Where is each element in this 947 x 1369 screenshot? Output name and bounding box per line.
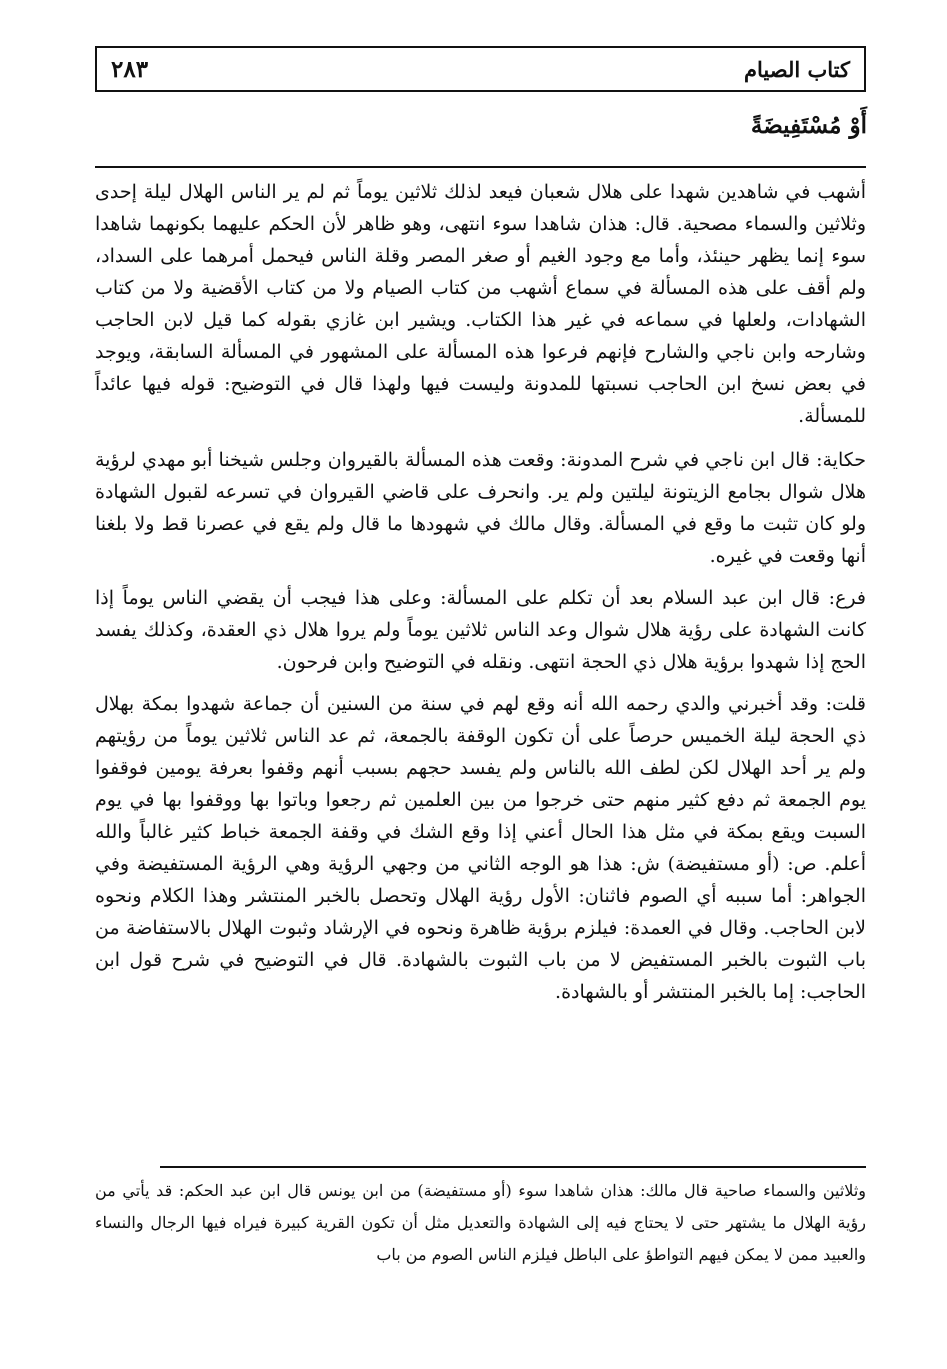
paragraph-4: قلت: وقد أخبرني والدي رحمه الله أنه وقع لهم في سنة من السنين أن جماعة شهدوا بمكة بهلال ذي الحجة ليلة الخميس حرصاً على أن تكون الوقفة بالجمعة، ثم عد الناس ثلاثين يوماً من رؤيتهم ولم ير أحد الهلال لكن لطف الله بالناس ولم يفسد حجهم بسبب أنهم وقفوا بعرفة يومين فوقفوا يوم الجمعة ثم دفع كثير منهم حتى خرجوا من بين العلمين ثم رجعوا وباتوا بها ووقفوا بها في يوم السبت ويقع بمكة في مثل هذا الحال أعني إذا وقع الشك في وقفة الجمعة خباط كثير غالباً والله أعلم. ص: (أو مستفيضة) ش: هذا هو الوجه الثاني من وجهي الرؤية وهي الرؤية المستفيضة وفي الجواهر: أما سببه أي الصوم فاثنان: الأول رؤية الهلال وتحصل بالخبر المنتشر وهذا الكلام ونحوه لابن الحاجب. وقال في العمدة: فيلزم برؤية ظاهرة ونحوه في الإرشاد وثبوت الهلال بالاستفاضة من باب الثبوت بالخبر المستفيض لا من باب الثبوت بالشهادة. قال في التوضيح في شرح قول ابن الحاجب: إما بالخبر المنتشر أو بالشهادة.: [95, 693, 867, 1003]
paragraph-1: أشهب في شاهدين شهدا على هلال شعبان فيعد لذلك ثلاثين يوماً ثم لم ير الناس الهلال ليلة إحدى وثلاثين والسماء مصحية. قال: هذان شاهدا سوء انتهى، وهو ظاهر لأن الحكم عليهما بكونهما شاهدا سوء إنما يظهر حينئذ، وأما مع وجود الغيم أو صغر المصر وقلة الناس فيحمل أمرهما على السداد، ولم أقف على هذه المسألة في سماع أشهب من كتاب الصيام ولا من كتاب الأقضية ولا من كتاب الشهادات، ولعلها في سماعه في غير هذا الكتاب. ويشير ابن غازي بقوله كما قيل لابن الحاجب وشارحه وابن ناجي والشارح فإنهم فرعوا هذه المسألة على المشهور في المسألة السابقة، ويوجد في بعض نسخ ابن الحاجب نسبتها للمدونة وليست فيها ولهذا قال في التوضيح: قوله فيها عائداً للمسألة.: [95, 181, 866, 427]
footnote-text: وثلاثين والسماء صاحية قال مالك: هذان شاهدا سوء (أو مستفيضة) من ابن يونس قال ابن عبد الحكم: قد يأتي من رؤية الهلال ما يشتهر حتى لا يحتاج فيه إلى الشهادة والتعديل مثل أن تكون القرية كبيرة فيراه فيها الرجال والنساء والعبيد ممن لا يمكن فيهم التواطؤ على الباطل فيلزم الناس الصوم من باب: [95, 1181, 867, 1264]
top-divider: [95, 166, 866, 168]
matn-text: أَوْ مُسْتَفِيضَةً: [750, 112, 867, 139]
footnote-divider: [160, 1166, 866, 1168]
paragraph-2: حكاية: قال ابن ناجي في شرح المدونة: وقعت هذه المسألة بالقيروان وجلس شيخنا أبو مهدي لرؤية هلال شوال بجامع الزيتونة ليلتين ولم ير. وانحرف على قاضي القيروان في تسرعه لقبول الشهادة ولو كان تثبت ما وقع في المسألة. وقال مالك في شهودها ما قال ولم يقع في عصرنا قط ولا بلغنا أنها وقعت في غيره.: [95, 449, 866, 567]
running-header: [95, 46, 866, 92]
chapter-title: كتاب الصيام: [744, 56, 850, 82]
commentary-body: [95, 176, 866, 1018]
page-number: ٢٨٣: [111, 55, 149, 83]
paragraph-3: فرع: قال ابن عبد السلام بعد أن تكلم على المسألة: وعلى هذا فيجب أن يقضي الناس يوماً إذا كانت الشهادة على رؤية هلال شوال وعد الناس ثلاثين يوماً ولم يروا هلال ذي العقدة، وكذلك يفسد الحج إذا شهدوا برؤية هلال ذي الحجة انتهى. ونقله في التوضيح وابن فرحون.: [95, 587, 866, 673]
